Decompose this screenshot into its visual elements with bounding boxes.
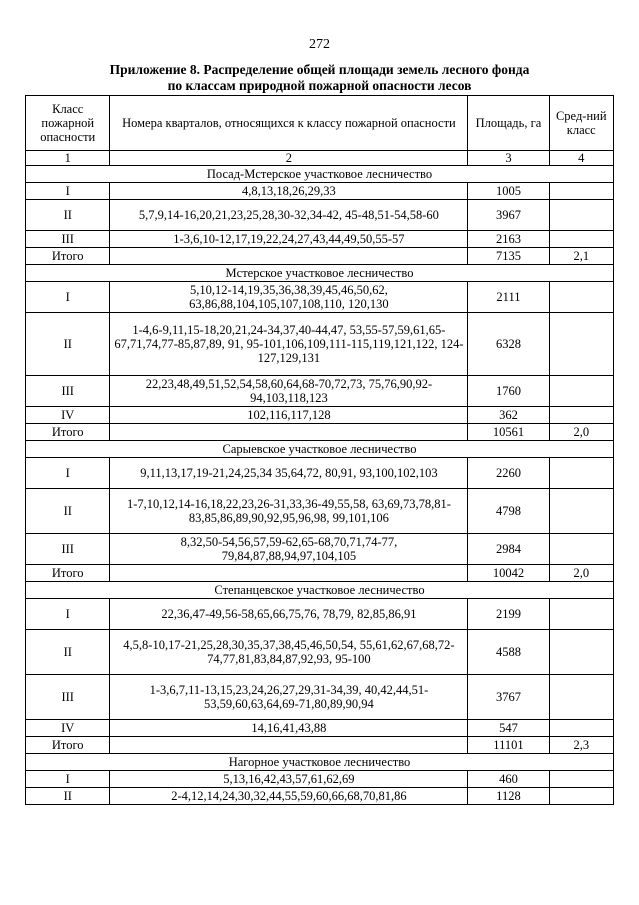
- total-empty-cell: [110, 565, 468, 582]
- header-area: Площадь, га: [468, 96, 549, 151]
- total-average-cell: 2,1: [549, 248, 613, 265]
- total-label-cell: Итого: [26, 424, 110, 441]
- quarter-numbers-cell: 1-4,6-9,11,15-18,20,21,24-34,37,40-44,47, 53,55-57,59,61,65-67,71,74,77-85,87,89, 91, 95-101,106,109,111-115,119,121,122, 124-127,129,131: [110, 313, 468, 376]
- section-row: [26, 582, 614, 599]
- area-cell: 362: [468, 407, 549, 424]
- quarter-numbers-cell: 5,13,16,42,43,57,61,62,69: [110, 771, 468, 788]
- total-average-cell: 2,0: [549, 424, 613, 441]
- area-cell: 3767: [468, 675, 549, 720]
- hazard-class-cell: III: [26, 231, 110, 248]
- quarter-numbers-cell: 9,11,13,17,19-21,24,25,34 35,64,72, 80,91, 93,100,102,103: [110, 458, 468, 489]
- quarter-numbers-cell: 5,7,9,14-16,20,21,23,25,28,30-32,34-42, 45-48,51-54,58-60: [110, 200, 468, 231]
- quarter-numbers-cell: 1-7,10,12,14-16,18,22,23,26-31,33,36-49,55,58, 63,69,73,78,81-83,85,86,89,90,92,95,96,98, 99,101,106: [110, 489, 468, 534]
- area-cell: 460: [468, 771, 549, 788]
- table-row: [26, 376, 614, 407]
- quarter-numbers-cell: 5,10,12-14,19,35,36,38,39,45,46,50,62, 63,86,88,104,105,107,108,110, 120,130: [110, 282, 468, 313]
- column-number: 4: [549, 151, 613, 166]
- hazard-class-cell: II: [26, 788, 110, 805]
- average-class-cell: [549, 599, 613, 630]
- total-area-cell: 7135: [468, 248, 549, 265]
- hazard-class-cell: I: [26, 771, 110, 788]
- area-cell: 2111: [468, 282, 549, 313]
- table-row: [26, 599, 614, 630]
- hazard-class-cell: III: [26, 675, 110, 720]
- table-row: [26, 282, 614, 313]
- hazard-class-cell: IV: [26, 407, 110, 424]
- total-empty-cell: [110, 424, 468, 441]
- average-class-cell: [549, 534, 613, 565]
- page-number: 272: [309, 37, 330, 52]
- quarter-numbers-cell: 2-4,12,14,24,30,32,44,55,59,60,66,68,70,81,86: [110, 788, 468, 805]
- title-line-1: Приложение 8. Распределение общей площади земель лесного фонда: [109, 62, 530, 77]
- table-row: [26, 771, 614, 788]
- title-line-2: по классам природной пожарной опасности лесов: [167, 78, 472, 93]
- average-class-cell: [549, 231, 613, 248]
- hazard-class-cell: II: [26, 313, 110, 376]
- quarter-numbers-cell: 1-3,6,10-12,17,19,22,24,27,43,44,49,50,55-57: [110, 231, 468, 248]
- quarter-numbers-cell: 4,5,8-10,17-21,25,28,30,35,37,38,45,46,50,54, 55,61,62,67,68,72-74,77,81,83,84,87,92,93, 95-100: [110, 630, 468, 675]
- total-empty-cell: [110, 248, 468, 265]
- section-name: Посад-Мстерское участковое лесничество: [26, 166, 614, 183]
- area-cell: 1128: [468, 788, 549, 805]
- total-average-cell: 2,3: [549, 737, 613, 754]
- area-cell: 2984: [468, 534, 549, 565]
- document-title: [20, 62, 619, 94]
- table-row: [26, 458, 614, 489]
- hazard-class-cell: III: [26, 376, 110, 407]
- hazard-class-cell: III: [26, 534, 110, 565]
- table-row: [26, 183, 614, 200]
- total-row: [26, 248, 614, 265]
- header-hazard-class: Класс пожарной опасности: [26, 96, 110, 151]
- average-class-cell: [549, 282, 613, 313]
- section-row: [26, 166, 614, 183]
- section-name: Степанцевское участковое лесничество: [26, 582, 614, 599]
- table-row: [26, 489, 614, 534]
- area-cell: 3967: [468, 200, 549, 231]
- table-row: [26, 534, 614, 565]
- average-class-cell: [549, 720, 613, 737]
- column-number: 2: [110, 151, 468, 166]
- column-number-row: [26, 151, 614, 166]
- hazard-class-cell: II: [26, 489, 110, 534]
- section-name: Сарыевское участковое лесничество: [26, 441, 614, 458]
- quarter-numbers-cell: 4,8,13,18,26,29,33: [110, 183, 468, 200]
- section-name: Нагорное участковое лесничество: [26, 754, 614, 771]
- area-cell: 1760: [468, 376, 549, 407]
- average-class-cell: [549, 788, 613, 805]
- table-row: [26, 407, 614, 424]
- quarter-numbers-cell: 14,16,41,43,88: [110, 720, 468, 737]
- fire-hazard-table: [25, 95, 614, 805]
- average-class-cell: [549, 183, 613, 200]
- table-row: [26, 200, 614, 231]
- average-class-cell: [549, 675, 613, 720]
- area-cell: 4798: [468, 489, 549, 534]
- hazard-class-cell: I: [26, 458, 110, 489]
- quarter-numbers-cell: 8,32,50-54,56,57,59-62,65-68,70,71,74-77, 79,84,87,88,94,97,104,105: [110, 534, 468, 565]
- table-row: [26, 720, 614, 737]
- average-class-cell: [549, 313, 613, 376]
- quarter-numbers-cell: 22,23,48,49,51,52,54,58,60,64,68-70,72,73, 75,76,90,92-94,103,118,123: [110, 376, 468, 407]
- table-row: [26, 630, 614, 675]
- average-class-cell: [549, 771, 613, 788]
- total-empty-cell: [110, 737, 468, 754]
- total-row: [26, 424, 614, 441]
- area-cell: 2199: [468, 599, 549, 630]
- column-number: 3: [468, 151, 549, 166]
- table-header-row: [26, 96, 614, 151]
- hazard-class-cell: I: [26, 282, 110, 313]
- table-body: [26, 166, 614, 805]
- average-class-cell: [549, 489, 613, 534]
- hazard-class-cell: I: [26, 183, 110, 200]
- hazard-class-cell: II: [26, 630, 110, 675]
- average-class-cell: [549, 407, 613, 424]
- header-quarter-numbers: Номера кварталов, относящихся к классу пожарной опасности: [110, 96, 468, 151]
- section-row: [26, 754, 614, 771]
- total-row: [26, 737, 614, 754]
- quarter-numbers-cell: 1-3,6,7,11-13,15,23,24,26,27,29,31-34,39, 40,42,44,51-53,59,60,63,64,69-71,80,89,90,94: [110, 675, 468, 720]
- table-row: [26, 313, 614, 376]
- total-area-cell: 10561: [468, 424, 549, 441]
- section-name: Мстерское участковое лесничество: [26, 265, 614, 282]
- hazard-class-cell: II: [26, 200, 110, 231]
- column-number: 1: [26, 151, 110, 166]
- table-row: [26, 231, 614, 248]
- average-class-cell: [549, 630, 613, 675]
- quarter-numbers-cell: 102,116,117,128: [110, 407, 468, 424]
- total-average-cell: 2,0: [549, 565, 613, 582]
- area-cell: 2260: [468, 458, 549, 489]
- total-area-cell: 10042: [468, 565, 549, 582]
- area-cell: 4588: [468, 630, 549, 675]
- total-label-cell: Итого: [26, 565, 110, 582]
- section-row: [26, 265, 614, 282]
- area-cell: 2163: [468, 231, 549, 248]
- total-row: [26, 565, 614, 582]
- table-row: [26, 788, 614, 805]
- table-row: [26, 675, 614, 720]
- area-cell: 1005: [468, 183, 549, 200]
- quarter-numbers-cell: 22,36,47-49,56-58,65,66,75,76, 78,79, 82,85,86,91: [110, 599, 468, 630]
- area-cell: 6328: [468, 313, 549, 376]
- area-cell: 547: [468, 720, 549, 737]
- average-class-cell: [549, 458, 613, 489]
- total-label-cell: Итого: [26, 737, 110, 754]
- total-area-cell: 11101: [468, 737, 549, 754]
- total-label-cell: Итого: [26, 248, 110, 265]
- section-row: [26, 441, 614, 458]
- average-class-cell: [549, 376, 613, 407]
- header-average-class: Сред-ний класс: [549, 96, 613, 151]
- average-class-cell: [549, 200, 613, 231]
- hazard-class-cell: I: [26, 599, 110, 630]
- hazard-class-cell: IV: [26, 720, 110, 737]
